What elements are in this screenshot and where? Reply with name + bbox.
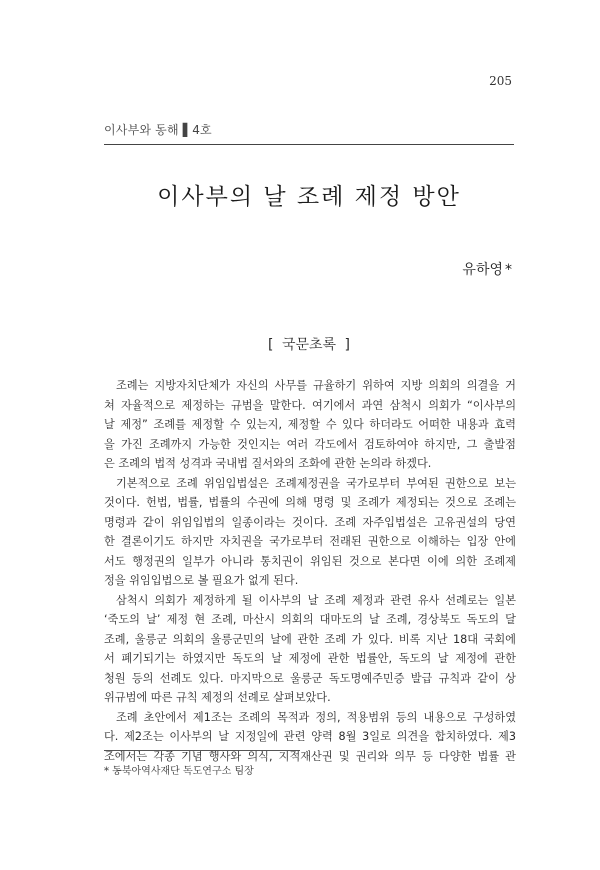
journal-header: 이사부와 동해 ▌4호 (104, 123, 212, 137)
body-line: 서도 행정권의 일부가 아니라 통치권이 위임된 것으로 본다면 이에 의한 조례제 (104, 554, 516, 568)
author-name: 유하영 (462, 262, 503, 278)
paper-title: 이사부의 날 조례 제정 방안 (157, 184, 461, 210)
body-line: 을 가진 조례까지 가능한 것인지는 여러 각도에서 검토하여야 하지만, 그 출발점 (104, 437, 516, 451)
author (462, 259, 512, 279)
body-line: 것이다. 헌법, 법률, 법률의 수권에 의해 명령 및 조례가 제정되는 것으로 조례는 (104, 496, 516, 509)
page-number: 205 (489, 74, 512, 88)
body-line: ‘죽도의 날’ 제정 현 조례, 마산시 의회의 대마도의 날 조례, 경상북도 독도의 달 (104, 613, 516, 626)
abstract-body (104, 376, 516, 766)
abstract-heading: [ 국문초록 ] (268, 337, 350, 353)
body-line: 은 조례의 법적 성격과 국내법 질서와의 조화에 관한 논의라 하겠다. (104, 457, 432, 470)
body-line: 다. 제2조는 이사부의 날 지정일에 관련 양력 8월 3일로 의견을 합치하였다. 제3 (104, 730, 516, 743)
body-line: 삼척시 의회가 제정하게 될 이사부의 날 조례 제정과 관련 유사 선례로는 일본 (116, 593, 516, 607)
body-line: 조례 초안에서 제1조는 조례의 목적과 정의, 적용범위 등의 내용으로 구성하였 (116, 710, 516, 724)
body-line: 서 폐기되기는 하였지만 독도의 날 제정에 관한 법률안, 독도의 날 제정에 관한 (104, 652, 516, 665)
body-line: 명령과 같이 위임입법의 일종이라는 것이다. 조례 자주입법설은 고유권설의 당연 (104, 515, 516, 529)
body-line: 조례는 지방자치단체가 자신의 사무를 규율하기 위하여 지방 의회의 의결을 거 (116, 379, 516, 392)
footnote-rule (104, 750, 300, 751)
body-line: 쳐 자율적으로 제정하는 규범을 말한다. 여기에서 과연 삼척시 의회가 “이사부의 (104, 398, 516, 412)
footnote: * 동북아역사재단 독도연구소 팀장 (104, 766, 254, 777)
body-line: 위규범에 따른 규칙 제정의 선례로 살펴보았다. (104, 691, 331, 704)
body-line: 조에서는 각종 기념 행사와 의식, 지적재산권 및 권리와 의무 등 다양한 법률 관 (104, 749, 516, 763)
header-rule (104, 144, 514, 145)
author-footnote-mark: * (505, 262, 512, 278)
body-line: 한 결론이기도 하지만 자치권을 국가로부터 전래된 권한으로 이해하는 입장 안에 (104, 535, 516, 548)
body-line: 기본적으로 조례 위임입법설은 조례제정권을 국가로부터 부여된 권한으로 보는 (116, 476, 516, 490)
body-line: 조례, 울릉군 의회의 울릉군민의 날에 관한 조례 가 있다. 비록 지난 18대 국회에 (104, 632, 516, 646)
body-line: 정을 위임입법으로 볼 필요가 없게 된다. (104, 574, 299, 587)
body-line: 청원 등의 선례도 있다. 마지막으로 울릉군 독도명예주민증 발급 규칙과 같이 상 (104, 671, 516, 685)
body-line: 날 제정” 조례를 제정할 수 있는지, 제정할 수 있다 하더라도 어떠한 내용과 효력 (104, 418, 516, 431)
